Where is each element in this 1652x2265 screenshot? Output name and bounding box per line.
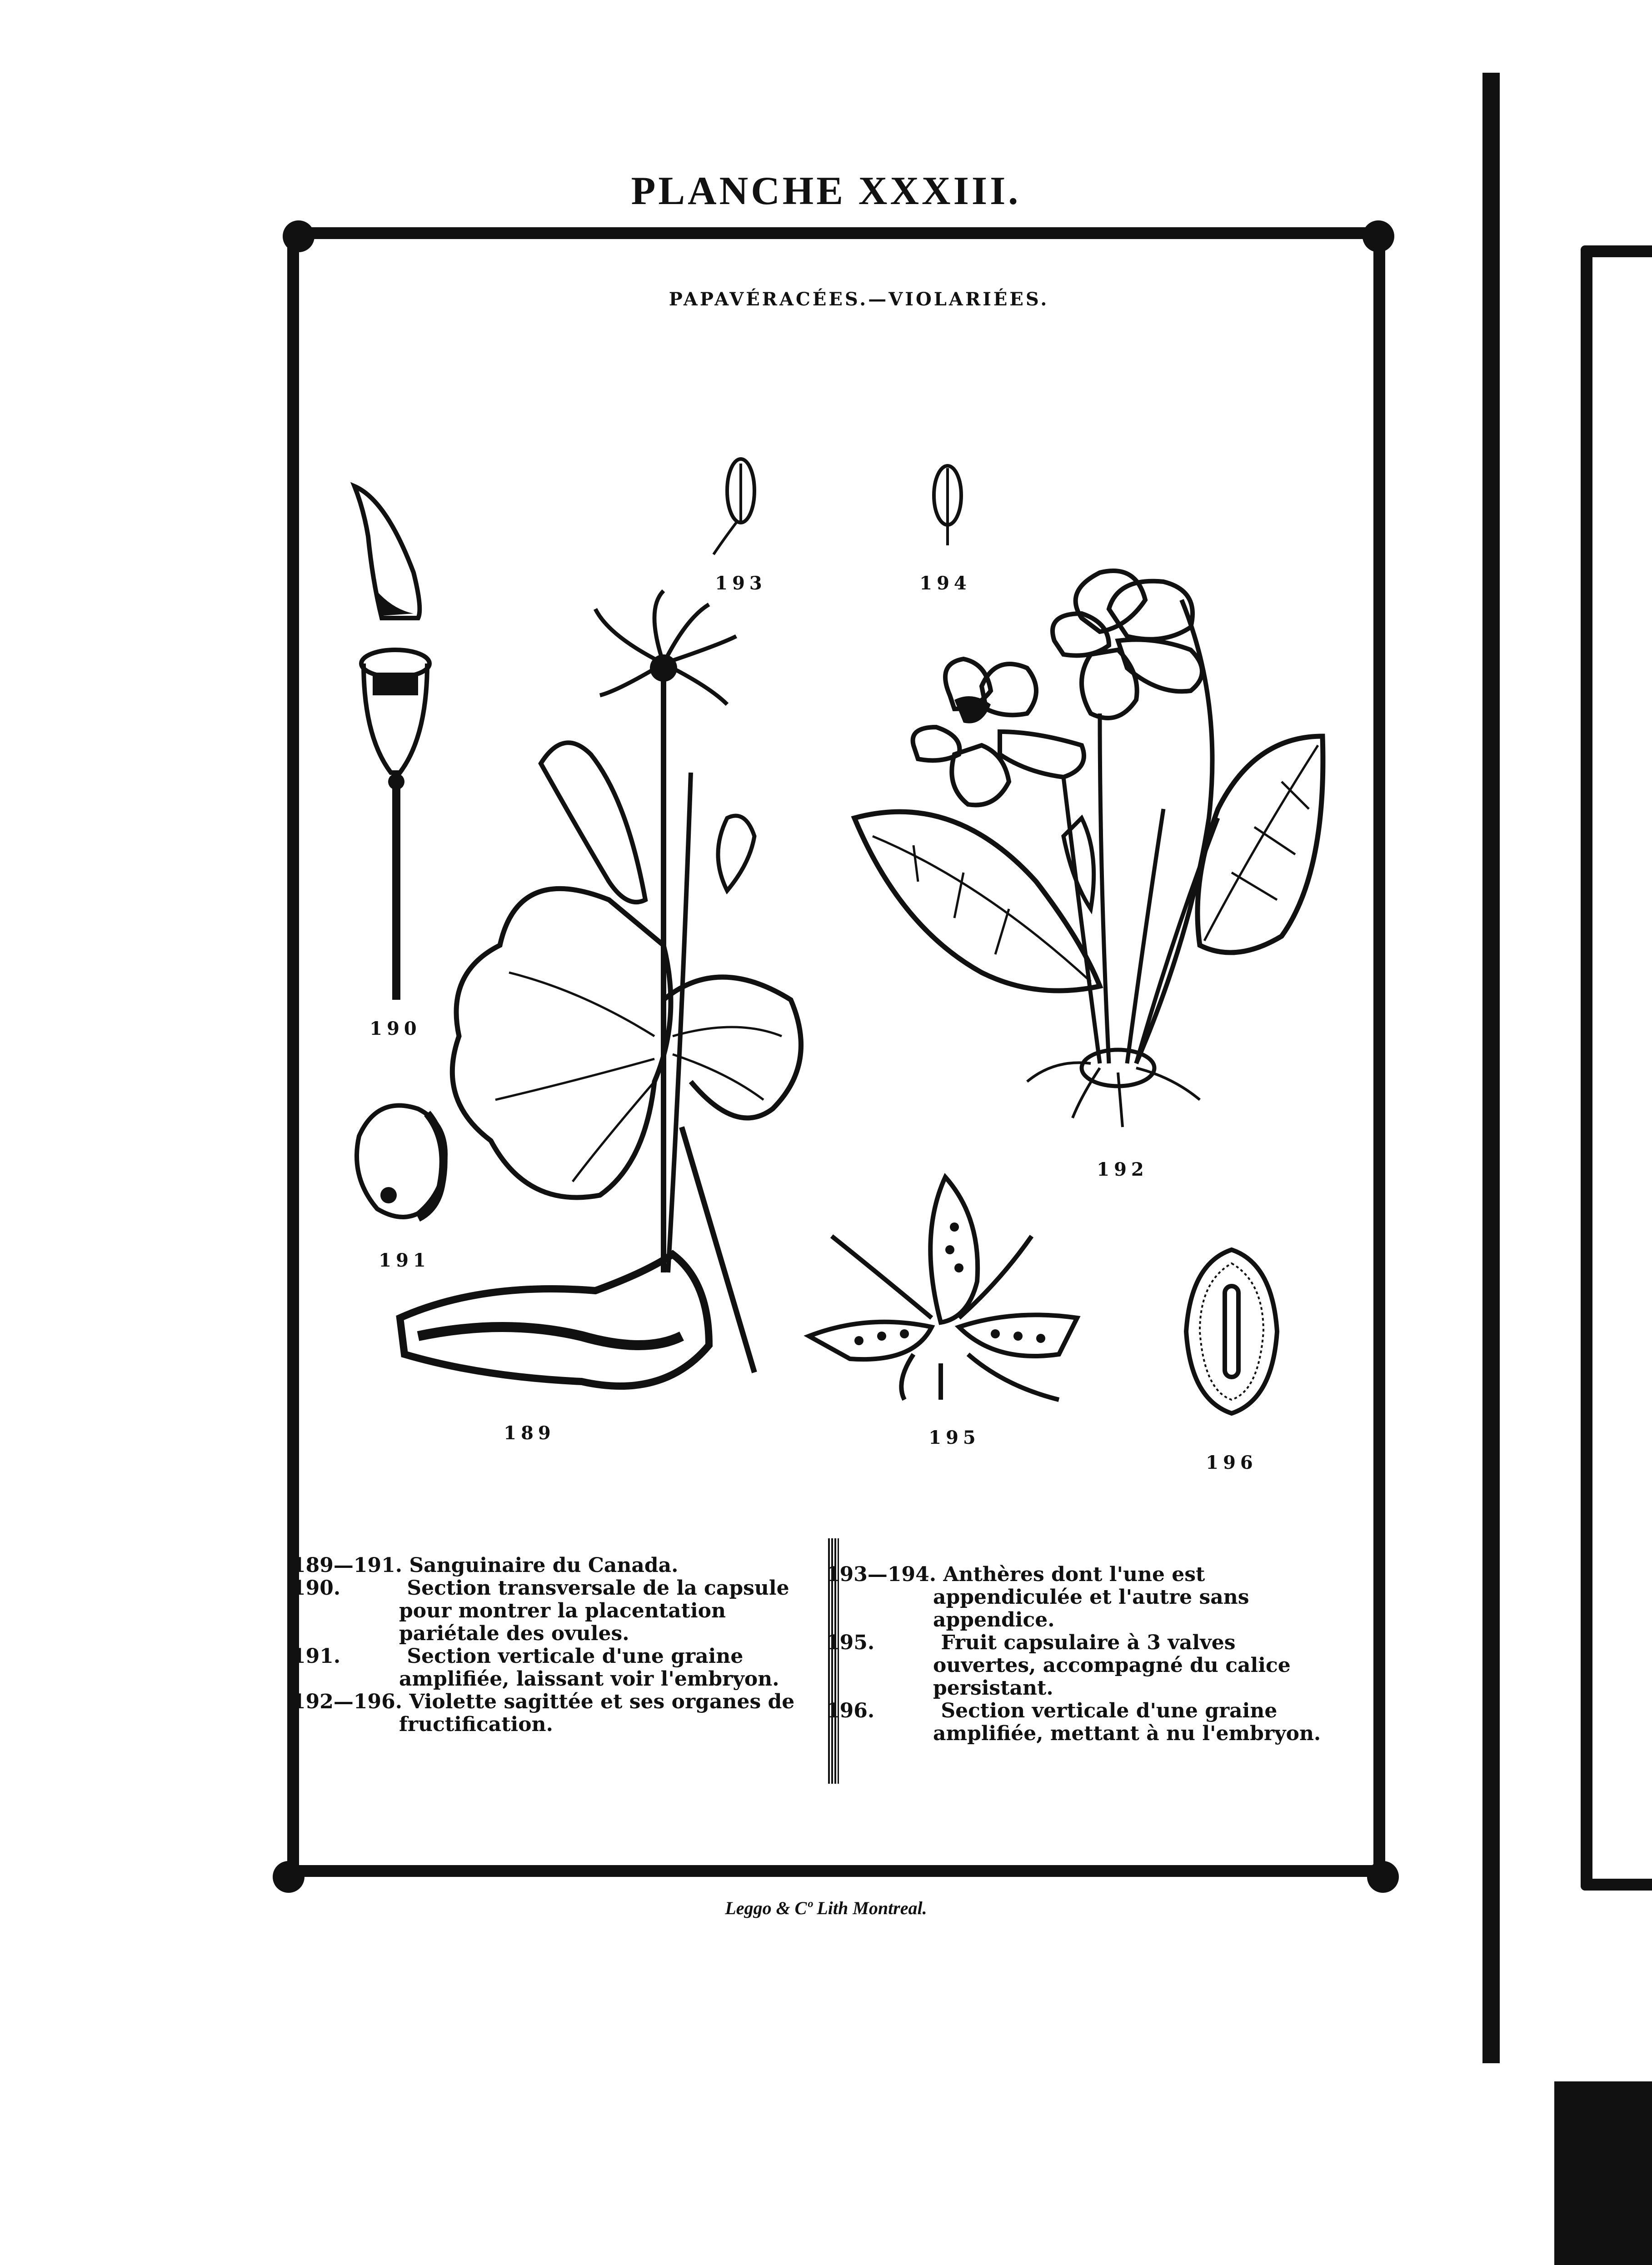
figure-189-bloodroot <box>391 627 823 1413</box>
figure-193-anther <box>704 454 768 559</box>
figure-label-192: 192 <box>1097 1159 1148 1180</box>
caption-192-196: 192—196. Violette sagittée et ses organes de fructification. <box>292 1690 795 1736</box>
figure-label-193: 193 <box>715 573 767 594</box>
captions-left <box>292 1554 800 1736</box>
figure-196-seed <box>1182 1245 1282 1418</box>
frame-corner <box>1363 220 1394 252</box>
plate-title: PLANCHE XXXIII. <box>631 169 1021 213</box>
adjacent-page-edge <box>1482 73 1500 2063</box>
figure-label-196: 196 <box>1206 1452 1258 1473</box>
scan-black-block <box>1554 2081 1652 2265</box>
figure-194-anther <box>923 459 973 550</box>
adjacent-page-frame <box>1581 245 1652 1891</box>
figure-192-violet <box>845 564 1336 1132</box>
captions-right <box>826 1563 1334 1745</box>
caption-190: 190. Section transversale de la capsule pour montrer la placentation pariétale des ovules. <box>292 1577 789 1645</box>
caption-193-194: 193—194. Anthères dont l'une est appendiculée et l'autre sans appendice. <box>826 1563 1249 1631</box>
family-heading: PAPAVÉRACÉES.—VIOLARIÉES. <box>669 289 1049 310</box>
figure-label-195: 195 <box>928 1427 980 1448</box>
frame-corner <box>273 1861 304 1893</box>
caption-196: 196. Section verticale d'une graine amplifiée, mettant à nu l'embryon. <box>826 1699 1321 1745</box>
frame-corner <box>1367 1861 1399 1893</box>
caption-191: 191. Section verticale d'une graine amplifiée, laissant voir l'embryon. <box>292 1645 779 1691</box>
frame-corner <box>283 220 314 252</box>
caption-189-191: 189—191. Sanguinaire du Canada. <box>292 1554 679 1577</box>
figure-label-189: 189 <box>504 1422 555 1444</box>
figure-195-capsule <box>804 1172 1086 1409</box>
lithographer-imprint: Leggo & Cº Lith Montreal. <box>725 1898 927 1918</box>
caption-195: 195. Fruit capsulaire à 3 valves ouvertes, accompagné du calice persistant. <box>826 1631 1291 1700</box>
figure-label-194: 194 <box>919 573 971 594</box>
figure-label-190: 190 <box>369 1018 421 1039</box>
figure-label-191: 191 <box>379 1250 430 1271</box>
